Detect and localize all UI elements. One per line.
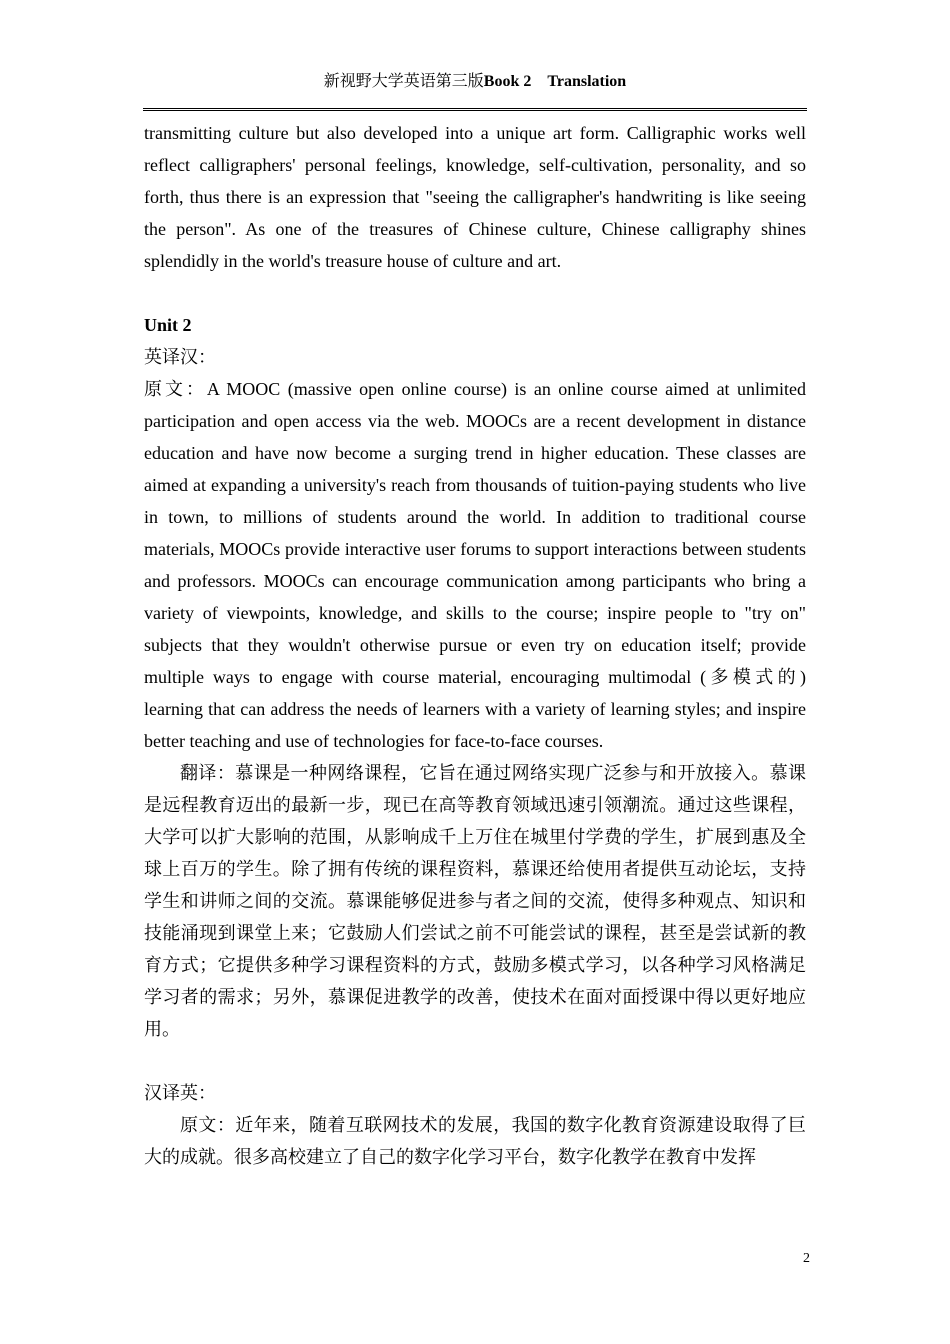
spacer — [144, 1045, 806, 1077]
page-number: 2 — [803, 1251, 810, 1266]
source-text-chinese: 原文：近年来，随着互联网技术的发展，我国的数字化教育资源建设取得了巨大的成就。很多高校建立了自己的数字化学习平台，数字化教学在教育中发挥 — [144, 1115, 806, 1167]
section-heading-en-to-cn: 英译汉： — [144, 347, 216, 367]
source-text-english: 原文：A MOOC (massive open online course) is an online course aimed at unlimited participation and open access via the web. MOOCs are a recent development in distance education and have now become a surging trend in higher education. These classes are aimed at expanding a university's reach from thousands of tuition-paying students who live in town, to millions of students around the world. In addition to traditional course materials, MOOCs provide interactive user forums to support interactions between students and professors. MOOCs can encourage communication among participants who bring a variety of viewpoints, knowledge, and skills to the course; inspire people to "try on" subjects that they wouldn't otherwise pursue or even try on education itself; provide multiple ways to engage with course material, encouraging multimodal (多模式的) learning that can address the needs of learners with a variety of learning styles; and inspire better teaching and use of technologies for face-to-face courses. — [144, 379, 806, 751]
page-body — [144, 117, 806, 1173]
translation-text-chinese: 翻译：慕课是一种网络课程，它旨在通过网络实现广泛参与和开放接入。慕课是远程教育迈出的最新一步，现已在高等教育领域迅速引领潮流。通过这些课程，大学可以扩大影响的范围，从影响成千上万住在城里付学费的学生，扩展到惠及全球上百万的学生。除了拥有传统的课程资料，慕课还给使用者提供互动论坛，支持学生和讲师之间的交流。慕课能够促进参与者之间的交流，使得多种观点、知识和技能涌现到课堂上来；它鼓励人们尝试之前不可能尝试的课程，甚至是尝试新的教育方式；它提供多种学习课程资料的方式，鼓励多模式学习，以各种学习风格满足学习者的需求；另外，慕课促进教学的改善，使技术在面对面授课中得以更好地应用。 — [144, 763, 806, 1039]
unit-title: Unit 2 — [144, 315, 192, 335]
spacer — [144, 277, 806, 309]
header-title-cn: 新视野大学英语第三版 — [323, 73, 484, 90]
page-header — [0, 70, 950, 94]
header-title-en: Book 2 Translation — [483, 73, 627, 90]
section-heading-cn-to-en: 汉译英： — [144, 1083, 216, 1103]
continuation-paragraph: transmitting culture but also developed into a unique art form. Calligraphic works well reflect calligraphers' personal feelings, knowledge, self-cultivation, personality, and so forth, thus there is an expression that "seeing the calligrapher's handwriting is like seeing the person". As one of the treasures of Chinese culture, Chinese calligraphy shines splendidly in the world's treasure house of culture and art. — [144, 123, 806, 271]
header-rule — [143, 108, 807, 111]
